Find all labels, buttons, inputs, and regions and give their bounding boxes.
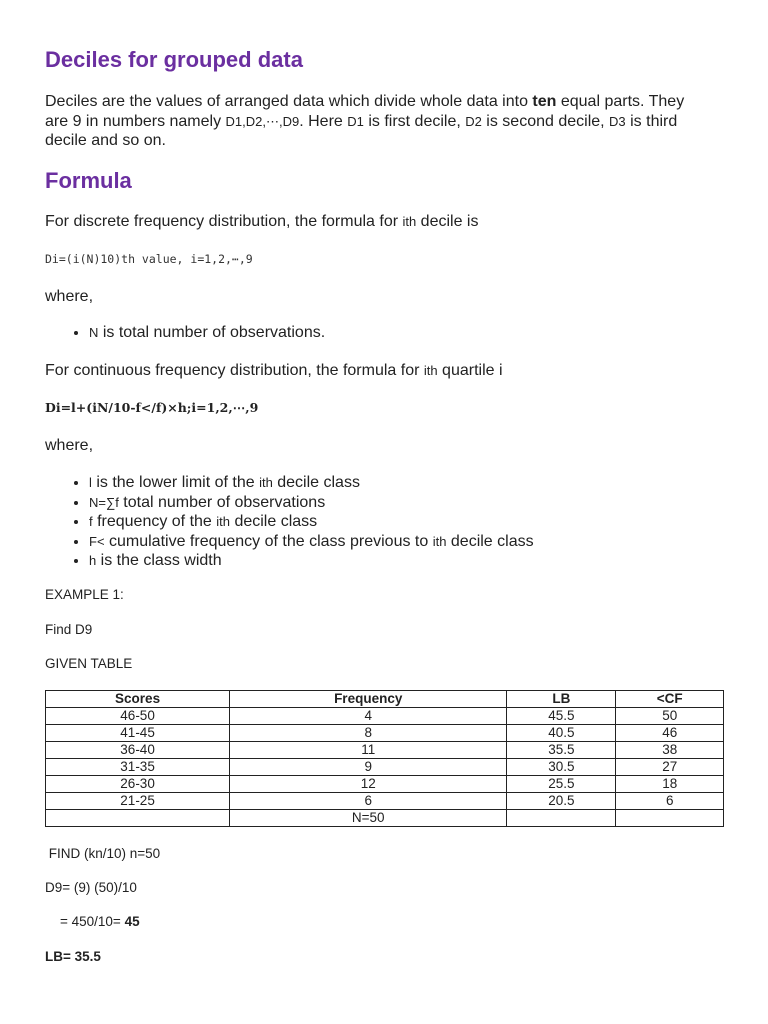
discrete-intro: For discrete frequency distribution, the formula for ith decile is xyxy=(45,213,479,230)
table-cell: 36-40 xyxy=(46,742,230,759)
intro-paragraph: Deciles are the values of arranged data which divide whole data into ten equal parts. They are 9 in numbers namely D1,D2,⋯,D9. Here D1 is first decile, D2 is second decile, D3 is third decile and so on. xyxy=(45,93,685,149)
step-find: FIND (kn/10) n=50 xyxy=(45,846,161,861)
table-cell: 6 xyxy=(616,793,724,810)
table-cell: 27 xyxy=(616,759,724,776)
discrete-bullets xyxy=(45,323,325,343)
table-cell xyxy=(616,810,724,827)
table-cell: 18 xyxy=(616,776,724,793)
column-header: LB xyxy=(507,691,616,708)
where-label-1: where, xyxy=(45,288,94,305)
step-lb: LB= 35.5 xyxy=(45,949,101,964)
table-cell: 8 xyxy=(230,725,507,742)
table-cell: 40.5 xyxy=(507,725,616,742)
table-row xyxy=(46,810,724,827)
column-header: Frequency xyxy=(230,691,507,708)
list-item: • F< cumulative frequency of the class previous to ith decile class xyxy=(89,532,534,552)
continuous-intro: For continuous frequency distribution, the formula for ith quartile i xyxy=(45,362,503,379)
table-row xyxy=(46,708,724,725)
table-cell: 31-35 xyxy=(46,759,230,776)
step-d9: D9= (9) (50)/10 xyxy=(45,880,137,895)
column-header: <CF xyxy=(616,691,724,708)
list-item: • l is the lower limit of the ith decile class xyxy=(89,473,534,493)
continuous-formula: Di=l+(iN/10-f</f)×h;i=1,2,⋯,9 xyxy=(45,400,259,415)
discrete-formula: Di=(i(N)10)th value, i=1,2,⋯,9 xyxy=(45,252,253,266)
table-cell: 46-50 xyxy=(46,708,230,725)
table-cell: 45.5 xyxy=(507,708,616,725)
page-title: Deciles for grouped data xyxy=(45,47,303,72)
table-cell: 46 xyxy=(616,725,724,742)
table-cell xyxy=(46,810,230,827)
table-cell: 6 xyxy=(230,793,507,810)
table-row xyxy=(46,793,724,810)
continuous-bullets xyxy=(45,473,534,571)
column-header: Scores xyxy=(46,691,230,708)
table-cell: 4 xyxy=(230,708,507,725)
table-cell: 30.5 xyxy=(507,759,616,776)
table-cell: 25.5 xyxy=(507,776,616,793)
list-item: • N=∑f total number of observations xyxy=(89,493,534,513)
table-cell: 41-45 xyxy=(46,725,230,742)
step-result: = 450/10= 45 xyxy=(45,914,140,929)
table-cell: 11 xyxy=(230,742,507,759)
given-table xyxy=(45,690,724,827)
table-row xyxy=(46,759,724,776)
table-cell: 21-25 xyxy=(46,793,230,810)
where-label-2: where, xyxy=(45,437,94,454)
formula-heading: Formula xyxy=(45,168,132,193)
table-cell: 26-30 xyxy=(46,776,230,793)
list-item: • f frequency of the ith decile class xyxy=(89,512,534,532)
example-label: EXAMPLE 1: xyxy=(45,587,124,602)
table-cell: 50 xyxy=(616,708,724,725)
given-table-label: GIVEN TABLE xyxy=(45,656,133,671)
list-item: • h is the class width xyxy=(89,551,534,571)
table-cell: 20.5 xyxy=(507,793,616,810)
table-header-row xyxy=(46,691,724,708)
table-cell: N=50 xyxy=(230,810,507,827)
table-cell xyxy=(507,810,616,827)
table-cell: 35.5 xyxy=(507,742,616,759)
table-row xyxy=(46,725,724,742)
table-cell: 12 xyxy=(230,776,507,793)
list-item: • N is total number of observations. xyxy=(89,323,325,343)
find-label: Find D9 xyxy=(45,622,93,637)
table-row xyxy=(46,742,724,759)
table-cell: 9 xyxy=(230,759,507,776)
table-row xyxy=(46,776,724,793)
table-cell: 38 xyxy=(616,742,724,759)
